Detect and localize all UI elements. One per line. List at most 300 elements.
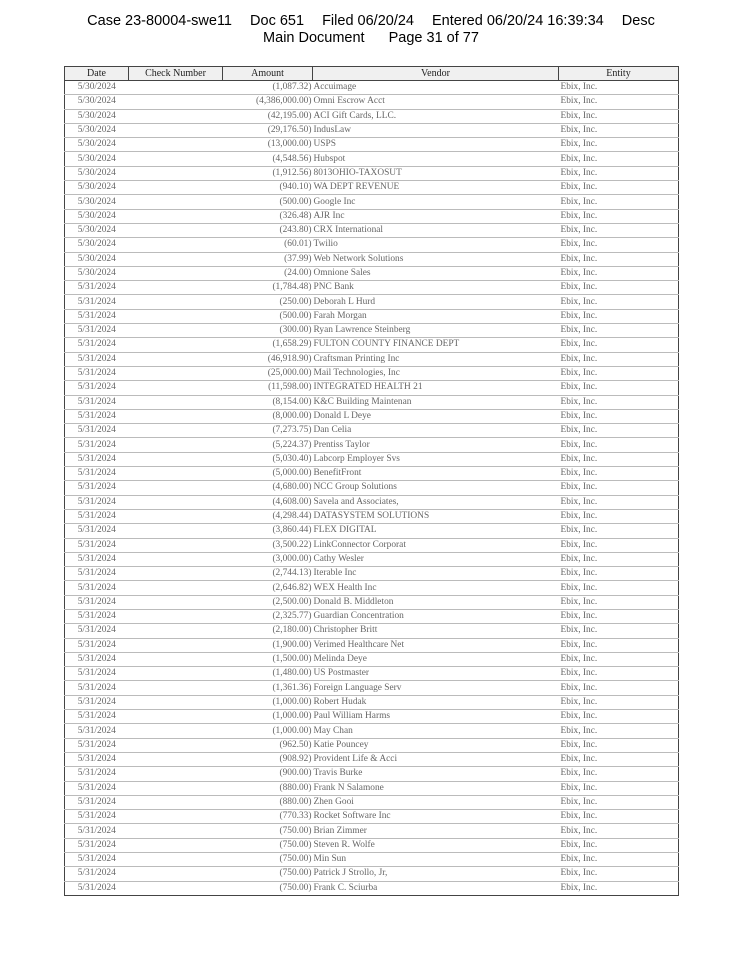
- check-number-cell: [129, 795, 223, 809]
- date-cell: 5/31/2024: [65, 853, 129, 867]
- vendor-cell: Iterable Inc: [313, 567, 559, 581]
- entity-cell: Ebix, Inc.: [559, 667, 679, 681]
- vendor-cell: Google Inc: [313, 195, 559, 209]
- check-number-cell: [129, 724, 223, 738]
- date-cell: 5/30/2024: [65, 223, 129, 237]
- date-cell: 5/31/2024: [65, 695, 129, 709]
- date-cell: 5/31/2024: [65, 738, 129, 752]
- check-number-cell: [129, 509, 223, 523]
- entity-cell: Ebix, Inc.: [559, 867, 679, 881]
- vendor-cell: Robert Hudak: [313, 695, 559, 709]
- vendor-cell: WA DEPT REVENUE: [313, 181, 559, 195]
- amount-cell: (1,500.00): [223, 652, 313, 666]
- table-row: [65, 867, 679, 881]
- entity-cell: Ebix, Inc.: [559, 524, 679, 538]
- date-cell: 5/31/2024: [65, 352, 129, 366]
- date-cell: 5/31/2024: [65, 295, 129, 309]
- check-number-cell: [129, 352, 223, 366]
- table-row: [65, 381, 679, 395]
- amount-cell: (8,154.00): [223, 395, 313, 409]
- amount-cell: (1,912.56): [223, 166, 313, 180]
- amount-cell: (13,000.00): [223, 138, 313, 152]
- table-header: [65, 67, 679, 81]
- desc-label: Desc: [621, 13, 655, 29]
- vendor-cell: Hubspot: [313, 152, 559, 166]
- amount-cell: (1,000.00): [223, 710, 313, 724]
- amount-cell: (750.00): [223, 853, 313, 867]
- entity-cell: Ebix, Inc.: [559, 223, 679, 237]
- amount-cell: (1,087.32): [223, 81, 313, 95]
- date-cell: 5/31/2024: [65, 724, 129, 738]
- check-number-cell: [129, 481, 223, 495]
- check-number-cell: [129, 266, 223, 280]
- entity-cell: Ebix, Inc.: [559, 824, 679, 838]
- date-cell: 5/31/2024: [65, 452, 129, 466]
- table-row: [65, 738, 679, 752]
- date-cell: 5/31/2024: [65, 609, 129, 623]
- check-number-cell: [129, 810, 223, 824]
- vendor-cell: Omni Escrow Acct: [313, 95, 559, 109]
- vendor-cell: INTEGRATED HEALTH 21: [313, 381, 559, 395]
- vendor-cell: Melinda Deye: [313, 652, 559, 666]
- vendor-cell: Foreign Language Serv: [313, 681, 559, 695]
- date-cell: 5/31/2024: [65, 495, 129, 509]
- vendor-cell: Frank C. Sciurba: [313, 881, 559, 895]
- check-number-cell: [129, 752, 223, 766]
- amount-cell: (1,361.36): [223, 681, 313, 695]
- amount-cell: (880.00): [223, 781, 313, 795]
- date-cell: 5/30/2024: [65, 109, 129, 123]
- entity-cell: Ebix, Inc.: [559, 281, 679, 295]
- amount-cell: (4,386,000.00): [223, 95, 313, 109]
- entity-cell: Ebix, Inc.: [559, 366, 679, 380]
- table-row: [65, 581, 679, 595]
- entity-cell: Ebix, Inc.: [559, 595, 679, 609]
- date-cell: 5/30/2024: [65, 138, 129, 152]
- vendor-cell: FLEX DIGITAL: [313, 524, 559, 538]
- check-number-cell: [129, 824, 223, 838]
- table-row: [65, 452, 679, 466]
- date-cell: 5/31/2024: [65, 595, 129, 609]
- table-row: [65, 223, 679, 237]
- check-number-cell: [129, 95, 223, 109]
- entity-cell: Ebix, Inc.: [559, 409, 679, 423]
- amount-cell: (3,860.44): [223, 524, 313, 538]
- date-cell: 5/30/2024: [65, 252, 129, 266]
- check-number-cell: [129, 638, 223, 652]
- date-cell: 5/31/2024: [65, 667, 129, 681]
- amount-cell: (1,000.00): [223, 724, 313, 738]
- amount-cell: (24.00): [223, 266, 313, 280]
- amount-cell: (46,918.90): [223, 352, 313, 366]
- vendor-cell: Donald B. Middleton: [313, 595, 559, 609]
- date-cell: 5/31/2024: [65, 481, 129, 495]
- amount-cell: (500.00): [223, 309, 313, 323]
- table-row: [65, 109, 679, 123]
- entity-cell: Ebix, Inc.: [559, 309, 679, 323]
- vendor-cell: Rocket Software Inc: [313, 810, 559, 824]
- amount-cell: (8,000.00): [223, 409, 313, 423]
- amount-cell: (1,900.00): [223, 638, 313, 652]
- date-cell: 5/30/2024: [65, 166, 129, 180]
- check-number-cell: [129, 567, 223, 581]
- entity-cell: Ebix, Inc.: [559, 795, 679, 809]
- column-header-vendor: Vendor: [313, 67, 559, 81]
- vendor-cell: Min Sun: [313, 853, 559, 867]
- entity-cell: Ebix, Inc.: [559, 352, 679, 366]
- amount-cell: (2,744.13): [223, 567, 313, 581]
- entity-cell: Ebix, Inc.: [559, 138, 679, 152]
- date-cell: 5/30/2024: [65, 266, 129, 280]
- date-cell: 5/31/2024: [65, 438, 129, 452]
- vendor-cell: Brian Zimmer: [313, 824, 559, 838]
- date-cell: 5/31/2024: [65, 409, 129, 423]
- date-cell: 5/31/2024: [65, 624, 129, 638]
- table-header-row: [65, 67, 679, 81]
- amount-cell: (37.99): [223, 252, 313, 266]
- table-row: [65, 767, 679, 781]
- check-number-cell: [129, 867, 223, 881]
- table-row: [65, 810, 679, 824]
- date-cell: 5/30/2024: [65, 181, 129, 195]
- check-number-cell: [129, 538, 223, 552]
- table-row: [65, 795, 679, 809]
- table-row: [65, 252, 679, 266]
- amount-cell: (880.00): [223, 795, 313, 809]
- date-cell: 5/31/2024: [65, 867, 129, 881]
- vendor-cell: Deborah L Hurd: [313, 295, 559, 309]
- date-cell: 5/31/2024: [65, 652, 129, 666]
- check-number-cell: [129, 381, 223, 395]
- vendor-cell: FULTON COUNTY FINANCE DEPT: [313, 338, 559, 352]
- table-row: [65, 338, 679, 352]
- entity-cell: Ebix, Inc.: [559, 881, 679, 895]
- vendor-cell: Cathy Wesler: [313, 552, 559, 566]
- check-number-cell: [129, 452, 223, 466]
- check-number-cell: [129, 424, 223, 438]
- amount-cell: (60.01): [223, 238, 313, 252]
- check-number-cell: [129, 223, 223, 237]
- entity-cell: Ebix, Inc.: [559, 295, 679, 309]
- amount-cell: (1,000.00): [223, 695, 313, 709]
- table-row: [65, 166, 679, 180]
- date-cell: 5/31/2024: [65, 309, 129, 323]
- amount-cell: (11,598.00): [223, 381, 313, 395]
- table-row: [65, 238, 679, 252]
- check-number-cell: [129, 123, 223, 137]
- date-cell: 5/30/2024: [65, 195, 129, 209]
- table-row: [65, 495, 679, 509]
- date-cell: 5/31/2024: [65, 710, 129, 724]
- check-number-cell: [129, 767, 223, 781]
- table-row: [65, 424, 679, 438]
- date-cell: 5/31/2024: [65, 395, 129, 409]
- entity-cell: Ebix, Inc.: [559, 95, 679, 109]
- entity-cell: Ebix, Inc.: [559, 395, 679, 409]
- entity-cell: Ebix, Inc.: [559, 381, 679, 395]
- table-row: [65, 881, 679, 895]
- check-number-cell: [129, 467, 223, 481]
- table-row: [65, 667, 679, 681]
- amount-cell: (500.00): [223, 195, 313, 209]
- date-cell: 5/30/2024: [65, 209, 129, 223]
- vendor-cell: May Chan: [313, 724, 559, 738]
- vendor-cell: Donald L Deye: [313, 409, 559, 423]
- check-number-cell: [129, 81, 223, 95]
- entity-cell: Ebix, Inc.: [559, 467, 679, 481]
- vendor-cell: Paul William Harms: [313, 710, 559, 724]
- amount-cell: (4,298.44): [223, 509, 313, 523]
- vendor-cell: Farah Morgan: [313, 309, 559, 323]
- table-row: [65, 95, 679, 109]
- date-cell: 5/31/2024: [65, 366, 129, 380]
- table-row: [65, 638, 679, 652]
- amount-cell: (5,030.40): [223, 452, 313, 466]
- doc-number: Doc 651: [250, 13, 305, 29]
- check-number-cell: [129, 438, 223, 452]
- date-cell: 5/31/2024: [65, 552, 129, 566]
- table-row: [65, 567, 679, 581]
- column-header-entity: Entity: [559, 67, 679, 81]
- amount-cell: (300.00): [223, 324, 313, 338]
- vendor-cell: PNC Bank: [313, 281, 559, 295]
- main-document-label: Main Document: [263, 30, 365, 46]
- table-row: [65, 781, 679, 795]
- entity-cell: Ebix, Inc.: [559, 209, 679, 223]
- table-row: [65, 123, 679, 137]
- vendor-cell: Travis Burke: [313, 767, 559, 781]
- check-number-cell: [129, 738, 223, 752]
- entity-cell: Ebix, Inc.: [559, 181, 679, 195]
- check-number-cell: [129, 209, 223, 223]
- amount-cell: (4,548.56): [223, 152, 313, 166]
- vendor-cell: Mail Technologies, Inc: [313, 366, 559, 380]
- vendor-cell: Web Network Solutions: [313, 252, 559, 266]
- table-row: [65, 695, 679, 709]
- check-number-cell: [129, 295, 223, 309]
- vendor-cell: BenefitFront: [313, 467, 559, 481]
- entity-cell: Ebix, Inc.: [559, 681, 679, 695]
- table-row: [65, 181, 679, 195]
- date-cell: 5/31/2024: [65, 824, 129, 838]
- date-cell: 5/31/2024: [65, 538, 129, 552]
- vendor-cell: IndusLaw: [313, 123, 559, 137]
- amount-cell: (900.00): [223, 767, 313, 781]
- amount-cell: (750.00): [223, 867, 313, 881]
- amount-cell: (243.80): [223, 223, 313, 237]
- vendor-cell: CRX International: [313, 223, 559, 237]
- vendor-cell: Twilio: [313, 238, 559, 252]
- table-row: [65, 138, 679, 152]
- table-row: [65, 366, 679, 380]
- vendor-cell: Ryan Lawrence Steinberg: [313, 324, 559, 338]
- entity-cell: Ebix, Inc.: [559, 81, 679, 95]
- table-row: [65, 266, 679, 280]
- check-number-cell: [129, 667, 223, 681]
- date-cell: 5/31/2024: [65, 795, 129, 809]
- amount-cell: (5,000.00): [223, 467, 313, 481]
- check-number-cell: [129, 595, 223, 609]
- vendor-cell: K&C Building Maintenan: [313, 395, 559, 409]
- vendor-cell: WEX Health Inc: [313, 581, 559, 595]
- case-number: Case 23-80004-swe11: [87, 13, 232, 29]
- table-row: [65, 652, 679, 666]
- date-cell: 5/31/2024: [65, 509, 129, 523]
- entity-cell: Ebix, Inc.: [559, 624, 679, 638]
- table-row: [65, 595, 679, 609]
- amount-cell: (4,680.00): [223, 481, 313, 495]
- entity-cell: Ebix, Inc.: [559, 810, 679, 824]
- amount-cell: (2,500.00): [223, 595, 313, 609]
- date-cell: 5/31/2024: [65, 781, 129, 795]
- table-row: [65, 838, 679, 852]
- date-cell: 5/30/2024: [65, 238, 129, 252]
- table-row: [65, 710, 679, 724]
- table-row: [65, 752, 679, 766]
- date-cell: 5/30/2024: [65, 81, 129, 95]
- table-row: [65, 467, 679, 481]
- entity-cell: Ebix, Inc.: [559, 109, 679, 123]
- date-cell: 5/31/2024: [65, 281, 129, 295]
- check-number-cell: [129, 195, 223, 209]
- table-row: [65, 624, 679, 638]
- date-cell: 5/31/2024: [65, 467, 129, 481]
- entity-cell: Ebix, Inc.: [559, 567, 679, 581]
- check-number-cell: [129, 552, 223, 566]
- vendor-cell: Patrick J Strollo, Jr,: [313, 867, 559, 881]
- entity-cell: Ebix, Inc.: [559, 710, 679, 724]
- amount-cell: (750.00): [223, 824, 313, 838]
- entity-cell: Ebix, Inc.: [559, 752, 679, 766]
- date-cell: 5/31/2024: [65, 681, 129, 695]
- table-body: [65, 81, 679, 896]
- check-number-cell: [129, 624, 223, 638]
- vendor-cell: 8013OHIO-TAXOSUT: [313, 166, 559, 180]
- table-row: [65, 609, 679, 623]
- date-cell: 5/31/2024: [65, 567, 129, 581]
- amount-cell: (962.50): [223, 738, 313, 752]
- check-number-cell: [129, 281, 223, 295]
- check-number-cell: [129, 695, 223, 709]
- check-number-cell: [129, 581, 223, 595]
- entity-cell: Ebix, Inc.: [559, 724, 679, 738]
- case-header-line-2: [0, 30, 742, 47]
- table-row: [65, 524, 679, 538]
- entity-cell: Ebix, Inc.: [559, 609, 679, 623]
- amount-cell: (4,608.00): [223, 495, 313, 509]
- table-row: [65, 538, 679, 552]
- entity-cell: Ebix, Inc.: [559, 652, 679, 666]
- entity-cell: Ebix, Inc.: [559, 424, 679, 438]
- date-cell: 5/31/2024: [65, 838, 129, 852]
- table-row: [65, 481, 679, 495]
- table-row: [65, 824, 679, 838]
- amount-cell: (2,325.77): [223, 609, 313, 623]
- entity-cell: Ebix, Inc.: [559, 738, 679, 752]
- amount-cell: (1,480.00): [223, 667, 313, 681]
- check-number-cell: [129, 681, 223, 695]
- date-cell: 5/31/2024: [65, 810, 129, 824]
- vendor-cell: Labcorp Employer Svs: [313, 452, 559, 466]
- entity-cell: Ebix, Inc.: [559, 552, 679, 566]
- check-number-cell: [129, 324, 223, 338]
- date-cell: 5/30/2024: [65, 123, 129, 137]
- check-number-cell: [129, 838, 223, 852]
- check-number-cell: [129, 609, 223, 623]
- amount-cell: (25,000.00): [223, 366, 313, 380]
- table-row: [65, 209, 679, 223]
- entity-cell: Ebix, Inc.: [559, 853, 679, 867]
- check-number-cell: [129, 710, 223, 724]
- vendor-cell: DATASYSTEM SOLUTIONS: [313, 509, 559, 523]
- entity-cell: Ebix, Inc.: [559, 324, 679, 338]
- table-row: [65, 409, 679, 423]
- entity-cell: Ebix, Inc.: [559, 481, 679, 495]
- table-row: [65, 395, 679, 409]
- entity-cell: Ebix, Inc.: [559, 338, 679, 352]
- date-cell: 5/31/2024: [65, 581, 129, 595]
- check-number-cell: [129, 366, 223, 380]
- check-number-cell: [129, 495, 223, 509]
- date-cell: 5/31/2024: [65, 524, 129, 538]
- table-row: [65, 509, 679, 523]
- vendor-cell: Omnione Sales: [313, 266, 559, 280]
- case-header-line-1: [0, 13, 742, 30]
- vendor-cell: Dan Celia: [313, 424, 559, 438]
- date-cell: 5/31/2024: [65, 752, 129, 766]
- disbursement-table: [64, 66, 679, 896]
- vendor-cell: Provident Life & Acci: [313, 752, 559, 766]
- check-number-cell: [129, 781, 223, 795]
- amount-cell: (250.00): [223, 295, 313, 309]
- check-number-cell: [129, 524, 223, 538]
- table-row: [65, 724, 679, 738]
- table-row: [65, 81, 679, 95]
- amount-cell: (29,176.50): [223, 123, 313, 137]
- vendor-cell: Guardian Concentration: [313, 609, 559, 623]
- date-cell: 5/30/2024: [65, 152, 129, 166]
- entity-cell: Ebix, Inc.: [559, 695, 679, 709]
- vendor-cell: US Postmaster: [313, 667, 559, 681]
- table-row: [65, 681, 679, 695]
- entity-cell: Ebix, Inc.: [559, 166, 679, 180]
- vendor-cell: Zhen Gooi: [313, 795, 559, 809]
- entity-cell: Ebix, Inc.: [559, 509, 679, 523]
- column-header-date: Date: [65, 67, 129, 81]
- date-cell: 5/30/2024: [65, 95, 129, 109]
- vendor-cell: Prentiss Taylor: [313, 438, 559, 452]
- amount-cell: (5,224.37): [223, 438, 313, 452]
- check-number-cell: [129, 652, 223, 666]
- check-number-cell: [129, 338, 223, 352]
- table-row: [65, 281, 679, 295]
- entity-cell: Ebix, Inc.: [559, 152, 679, 166]
- column-header-check-number: Check Number: [129, 67, 223, 81]
- vendor-cell: Frank N Salamone: [313, 781, 559, 795]
- vendor-cell: NCC Group Solutions: [313, 481, 559, 495]
- amount-cell: (7,273.75): [223, 424, 313, 438]
- check-number-cell: [129, 181, 223, 195]
- check-number-cell: [129, 395, 223, 409]
- check-number-cell: [129, 853, 223, 867]
- amount-cell: (1,784.48): [223, 281, 313, 295]
- amount-cell: (908.92): [223, 752, 313, 766]
- check-number-cell: [129, 138, 223, 152]
- check-number-cell: [129, 881, 223, 895]
- date-cell: 5/31/2024: [65, 638, 129, 652]
- entity-cell: Ebix, Inc.: [559, 767, 679, 781]
- amount-cell: (326.48): [223, 209, 313, 223]
